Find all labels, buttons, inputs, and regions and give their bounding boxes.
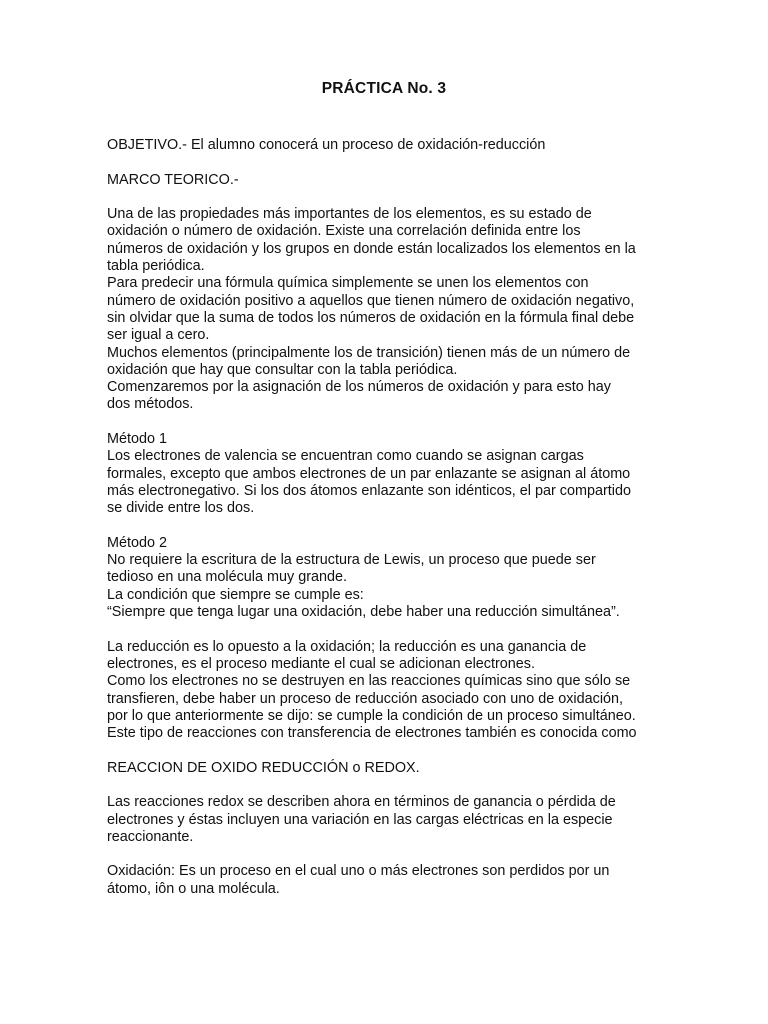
- paragraph-gap: [107, 742, 647, 759]
- text-line: transfieren, debe haber un proceso de reducción asociado con uno de oxidación,: [107, 690, 624, 707]
- text-line: formales, excepto que ambos electrones de un par enlazante se asignan al átomo: [107, 465, 631, 482]
- text-line: más electronegativo. Si los dos átomos enlazante son idénticos, el par compartido: [107, 482, 631, 499]
- text-line: dos métodos.: [107, 396, 194, 413]
- text-line: Como los electrones no se destruyen en las reacciones químicas sino que sólo se: [107, 673, 631, 690]
- paragraph-gap: [107, 414, 647, 431]
- paragraph-gap: [107, 154, 647, 171]
- text-line: oxidación o número de oxidación. Existe una correlación definida entre los: [107, 223, 581, 240]
- paragraph-gap: [107, 189, 647, 206]
- text-line: Método 1: [107, 431, 168, 448]
- text-line: por lo que anteriormente se dijo: se cumple la condición de un proceso simultáneo.: [107, 707, 636, 724]
- text-line: Comenzaremos por la asignación de los números de oxidación y para esto hay: [107, 379, 611, 396]
- text-line: tedioso en una molécula muy grande.: [107, 569, 347, 586]
- text-line: La reducción es lo opuesto a la oxidación; la reducción es una ganancia de: [107, 638, 587, 655]
- text-line: OBJETIVO.- El alumno conocerá un proceso de oxidación-reducción: [107, 137, 546, 153]
- text-line: oxidación que hay que consultar con la tabla periódica.: [107, 361, 458, 378]
- text-line: Una de las propiedades más importantes de los elementos, es su estado de: [107, 206, 592, 223]
- document-body: [107, 137, 647, 898]
- text-line: No requiere la escritura de la estructura de Lewis, un proceso que puede ser: [107, 552, 596, 569]
- text-line: Las reacciones redox se describen ahora en términos de ganancia o pérdida de: [107, 794, 616, 811]
- text-line: tabla periódica.: [107, 258, 205, 275]
- text-line: electrones y éstas incluyen una variación en las cargas eléctricas en la especie: [107, 811, 613, 828]
- text-line: electrones, es el proceso mediante el cual se adicionan electrones.: [107, 655, 535, 672]
- text-line: REACCION DE OXIDO REDUCCIÓN o REDOX.: [107, 759, 420, 776]
- text-line: se divide entre los dos.: [107, 500, 255, 517]
- text-line: reaccionante.: [107, 828, 194, 845]
- text-line: Muchos elementos (principalmente los de transición) tienen más de un número de: [107, 344, 631, 361]
- text-line: “Siempre que tenga lugar una oxidación, debe haber una reducción simultánea”.: [107, 604, 620, 621]
- text-line: Oxidación: Es un proceso en el cual uno o más electrones son perdidos por un: [107, 863, 610, 880]
- page-title: PRÁCTICA No. 3: [321, 80, 447, 97]
- text-line: Este tipo de reacciones con transferencia de electrones también es conocida como: [107, 725, 637, 742]
- text-line: átomo, iôn o una molécula.: [107, 880, 280, 897]
- text-line: sin olvidar que la suma de todos los números de oxidación en la fórmula final debe: [107, 309, 635, 326]
- text-line: número de oxidación positivo a aquellos que tienen número de oxidación negativo,: [107, 292, 635, 309]
- text-line: MARCO TEORICO.-: [107, 171, 239, 188]
- text-line: ser igual a cero.: [107, 327, 210, 344]
- text-line: La condición que siempre se cumple es:: [107, 586, 364, 603]
- text-line: números de oxidación y los grupos en donde están localizados los elementos en la: [107, 240, 636, 257]
- text-line: Método 2: [107, 534, 168, 551]
- text-line: Los electrones de valencia se encuentran como cuando se asignan cargas: [107, 448, 584, 465]
- paragraph-gap: [107, 621, 647, 638]
- text-line: Para predecir una fórmula química simplemente se unen los elementos con: [107, 275, 589, 292]
- paragraph-gap: [107, 846, 647, 863]
- paragraph-gap: [107, 518, 647, 535]
- paragraph-gap: [107, 777, 647, 794]
